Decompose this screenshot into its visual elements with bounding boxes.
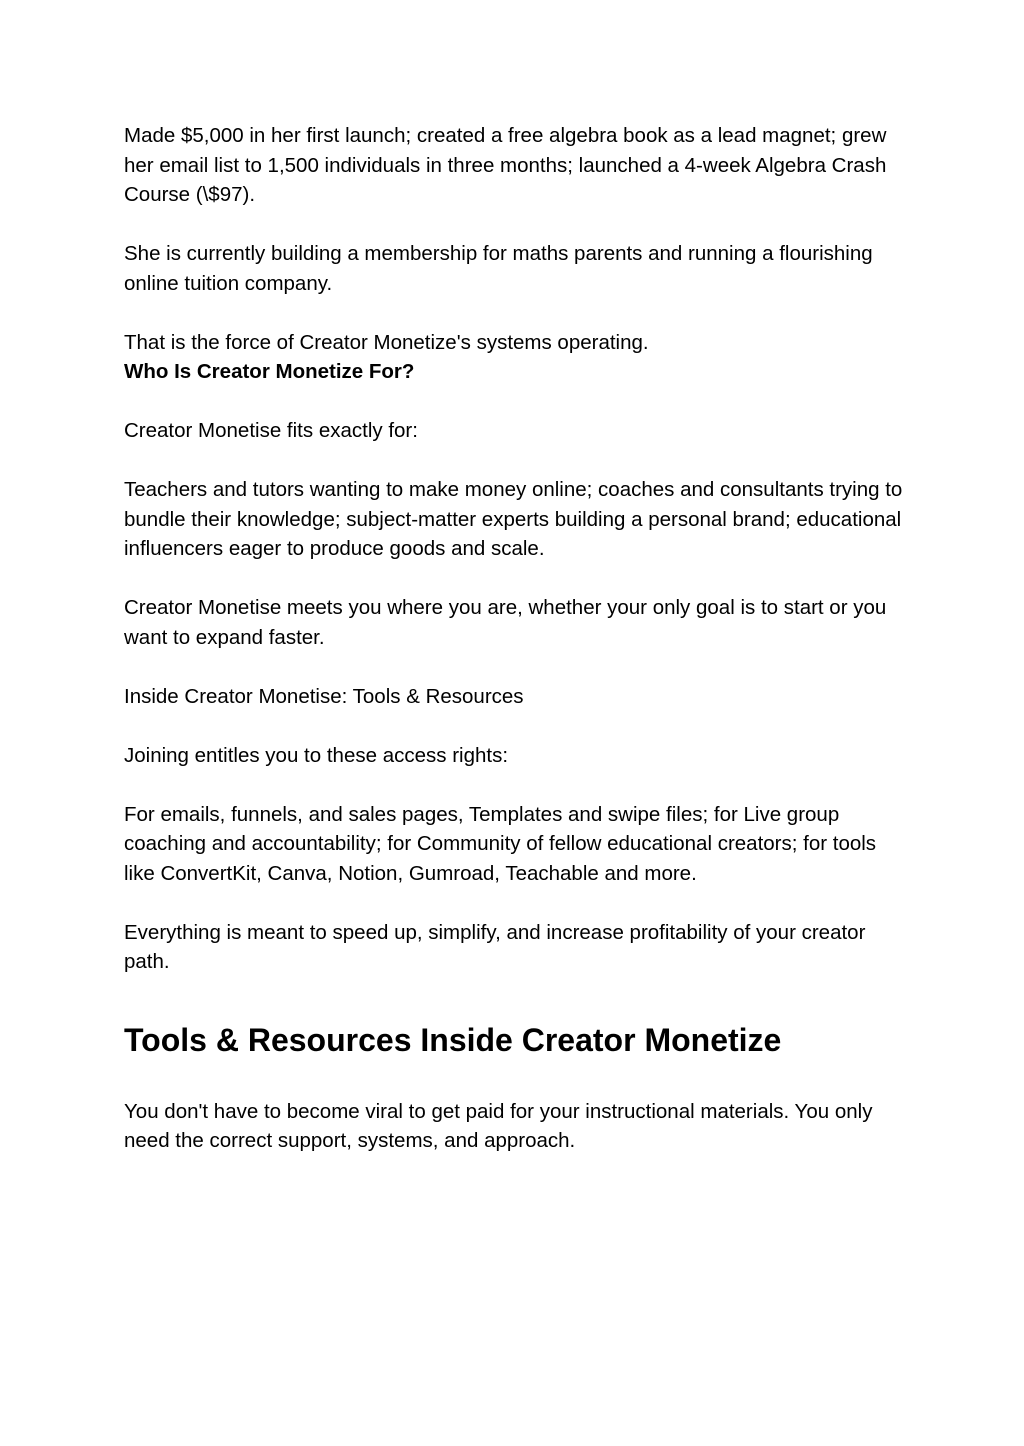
paragraph-meets-you: Creator Monetise meets you where you are, whether your only goal is to start or you want to expand faster. [124,596,887,649]
paragraph-fits-for: Creator Monetise fits exactly for: [124,419,418,442]
paragraph-audience: Teachers and tutors wanting to make money online; coaches and consultants trying to bundle their knowledge; subject-matter experts building a personal brand; educational influencers eager to produce goods and scale. [124,478,903,560]
paragraph-profitability: Everything is meant to speed up, simplify, and increase profitability of your creator path. [124,920,866,973]
heading-tools-resources: Tools & Resources Inside Creator Monetize [124,1021,782,1058]
subheading-who-for: Who Is Creator Monetize For? [124,360,415,383]
document-page [124,121,904,1156]
paragraph-membership: She is currently building a membership for maths parents and running a flourishing online tuition company. [124,242,873,295]
paragraph-access-rights: Joining entitles you to these access rights: [124,743,509,767]
paragraph-viral: You don't have to become viral to get paid for your instructional materials. You only need the correct support, systems, and approach. [124,1099,873,1152]
paragraph-inside-title: Inside Creator Monetise: Tools & Resources [124,684,524,708]
paragraph-resources-list: For emails, funnels, and sales pages, Templates and swipe files; for Live group coaching and accountability; for Community of fellow educational creators; for tools like ConvertKit, Canva, Notion, Gumroad, Teachable and more. [124,802,877,885]
paragraph-launch-results: Made $5,000 in her first launch; created a free algebra book as a lead magnet; grew her email list to 1,500 individuals in three months; launched a 4-week Algebra Crash Course (\$97). [124,124,887,206]
paragraph-systems: That is the force of Creator Monetize's systems operating. [124,330,649,354]
